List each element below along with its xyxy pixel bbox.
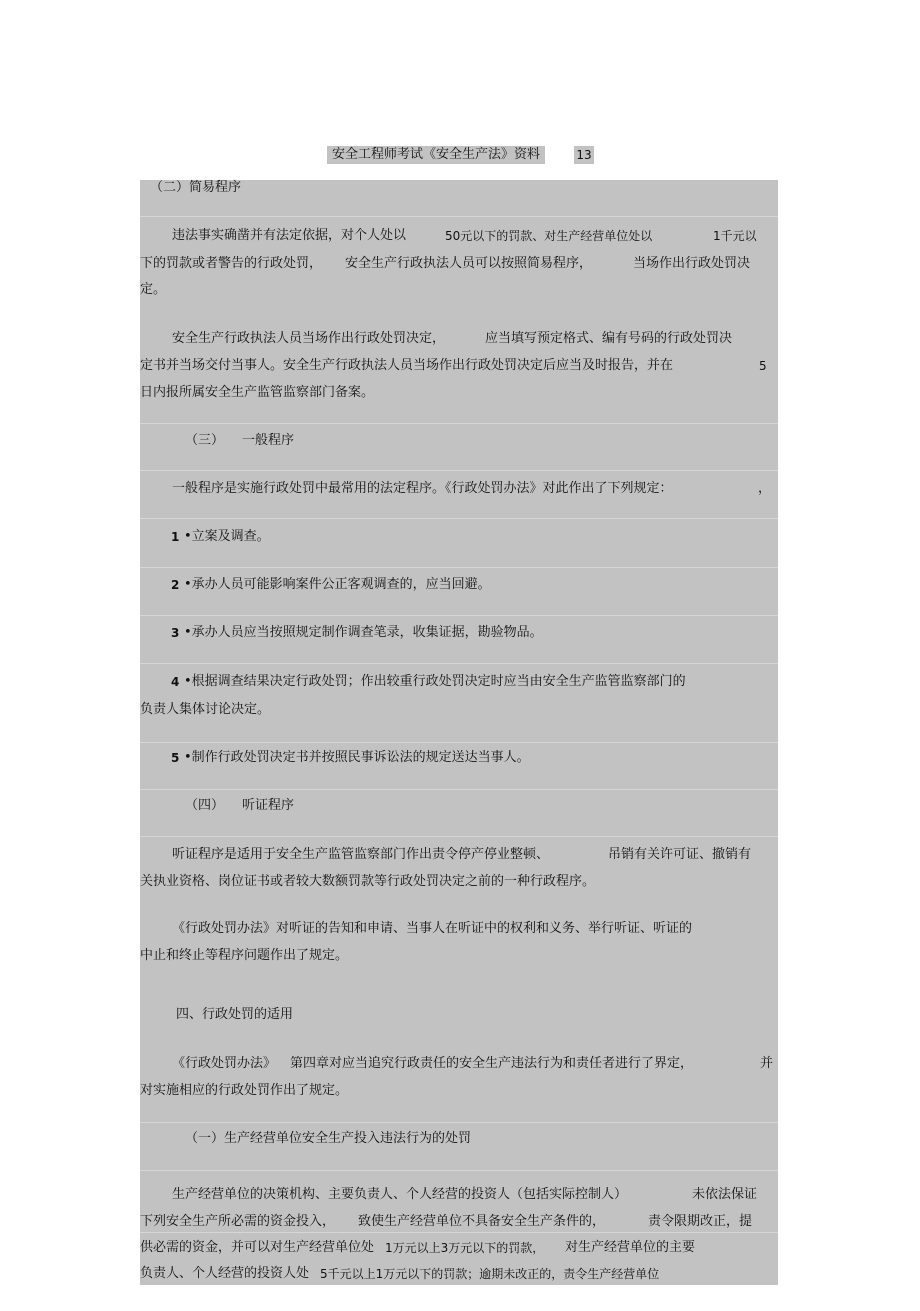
section-title: 一般程序 <box>242 433 295 448</box>
text-segment: 定。 <box>140 282 167 297</box>
section-title: 听证程序 <box>242 798 295 813</box>
text-segment: 下列安全生产所必需的资金投入， <box>140 1214 336 1229</box>
paragraph-line <box>140 872 778 892</box>
text-segment: 5千元以上1万元以下的罚款；逾期未改正的，责令生产经营单位 <box>320 1267 660 1281</box>
paragraph-line <box>140 946 778 966</box>
list-item <box>140 748 778 768</box>
section-number: （四） <box>185 798 225 813</box>
text-segment: 对实施相应的行政处罚作出了规定。 <box>140 1083 349 1098</box>
text-segment: 对生产经营单位的主要 <box>565 1240 696 1255</box>
text-segment: 安全生产行政执法人员可以按照简易程序， <box>345 256 593 271</box>
text-segment: 50元以下的罚款、对生产经营单位处以 <box>445 229 653 243</box>
text-segment: 未依法保证 <box>692 1187 758 1202</box>
list-item <box>140 527 778 547</box>
text-segment: 违法事实确凿并有法定依据，对个人处以 <box>172 228 407 243</box>
text-segment: 1万元以上3万元以下的罚款， <box>385 1241 545 1255</box>
paragraph-line <box>140 1185 778 1205</box>
list-item <box>140 623 778 643</box>
item-number: 5 <box>171 751 180 765</box>
paragraph-line <box>140 845 778 865</box>
text-segment: 关执业资格、岗位证书或者较大数额罚款等行政处罚决定之前的一种行政程序。 <box>140 874 596 889</box>
paragraph-line <box>140 329 778 349</box>
item-text: •根据调查结果决定行政处罚；作出较重行政处罚决定时应当由安全生产监管监察部门的 <box>184 674 686 689</box>
text-segment: 第四章对应当追究行政责任的安全生产违法行为和责任者进行了界定， <box>290 1056 694 1071</box>
text-segment: 生产经营单位的决策机构、主要负责人、个人经营的投资人（包括实际控制人） <box>172 1187 628 1202</box>
text-segment: 一般程序是实施行政处罚中最常用的法定程序。《行政处罚办法》对此作出了下列规定： <box>172 481 673 496</box>
paragraph-line <box>140 1238 778 1258</box>
item-text: •承办人员应当按照规定制作调查笔录，收集证据，勘验物品。 <box>184 625 543 640</box>
item-number: 1 <box>171 530 180 544</box>
subsection-heading <box>140 1129 778 1149</box>
section-heading <box>140 431 778 451</box>
document-body <box>140 180 778 1285</box>
text-segment: 安全生产行政执法人员当场作出行政处罚决定， <box>172 331 446 346</box>
list-item <box>140 575 778 595</box>
text-segment: 1千元以 <box>713 229 757 243</box>
document-title: 安全工程师考试《安全生产法》资料 <box>327 146 545 164</box>
text-segment: 并 <box>760 1056 774 1071</box>
paragraph-line <box>140 1054 778 1074</box>
item-text: 负责人集体讨论决定。 <box>140 702 271 717</box>
section-number: （三） <box>185 433 225 448</box>
list-item-continuation <box>140 700 778 720</box>
text-segment: 吊销有关许可证、撤销有 <box>608 847 752 862</box>
text-segment: 《行政处罚办法》 <box>172 1056 277 1071</box>
paragraph-line <box>140 254 778 274</box>
text-segment: 中止和终止等程序问题作出了规定。 <box>140 948 349 963</box>
subsection-title: （一）生产经营单位安全生产投入违法行为的处罚 <box>185 1131 472 1146</box>
text-segment: 当场作出行政处罚决 <box>633 256 751 271</box>
list-item <box>140 672 778 692</box>
paragraph-line <box>140 479 778 499</box>
section-heading <box>140 796 778 816</box>
text-segment: 5 <box>759 359 767 373</box>
text-segment: 《行政处罚办法》对听证的告知和申请、当事人在听证中的权利和义务、举行听证、听证的 <box>172 921 693 936</box>
item-number: 4 <box>171 675 180 689</box>
paragraph-line <box>140 356 778 376</box>
text-segment: 致使生产经营单位不具备安全生产条件的， <box>358 1214 606 1229</box>
item-text: •制作行政处罚决定书并按照民事诉讼法的规定送达当事人。 <box>184 750 530 765</box>
paragraph-line <box>140 280 778 300</box>
text-segment: 负责人、个人经营的投资人处 <box>140 1266 310 1281</box>
chapter-heading <box>140 1005 778 1025</box>
section-heading <box>140 178 778 198</box>
text-segment: 日内报所属安全生产监管监察部门备案。 <box>140 385 375 400</box>
item-number: 2 <box>171 578 180 592</box>
text-segment: 定书并当场交付当事人。安全生产行政执法人员当场作出行政处罚决定后应当及时报告，并在 <box>140 358 674 373</box>
paragraph-line <box>140 919 778 939</box>
paragraph-line <box>140 1264 778 1284</box>
paragraph-line <box>140 1212 778 1232</box>
paragraph-line <box>140 383 778 403</box>
item-text: •承办人员可能影响案件公正客观调查的，应当回避。 <box>184 577 491 592</box>
text-segment: 听证程序是适用于安全生产监管监察部门作出责令停产停业整顿、 <box>172 847 550 862</box>
section-title: （二）简易程序 <box>150 180 242 195</box>
text-segment: 应当填写预定格式、编有号码的行政处罚决 <box>485 331 733 346</box>
text-segment: 供必需的资金，并可以对生产经营单位处 <box>140 1240 375 1255</box>
chapter-title: 四、行政处罚的适用 <box>176 1007 294 1022</box>
text-segment: ， <box>758 481 772 496</box>
item-text: •立案及调查。 <box>184 529 270 544</box>
page-number: 13 <box>574 146 594 164</box>
text-segment: 责令限期改正，提 <box>648 1214 753 1229</box>
paragraph-line <box>140 1081 778 1101</box>
item-number: 3 <box>171 626 180 640</box>
text-segment: 下的罚款或者警告的行政处罚， <box>140 256 323 271</box>
paragraph-line <box>140 226 778 246</box>
